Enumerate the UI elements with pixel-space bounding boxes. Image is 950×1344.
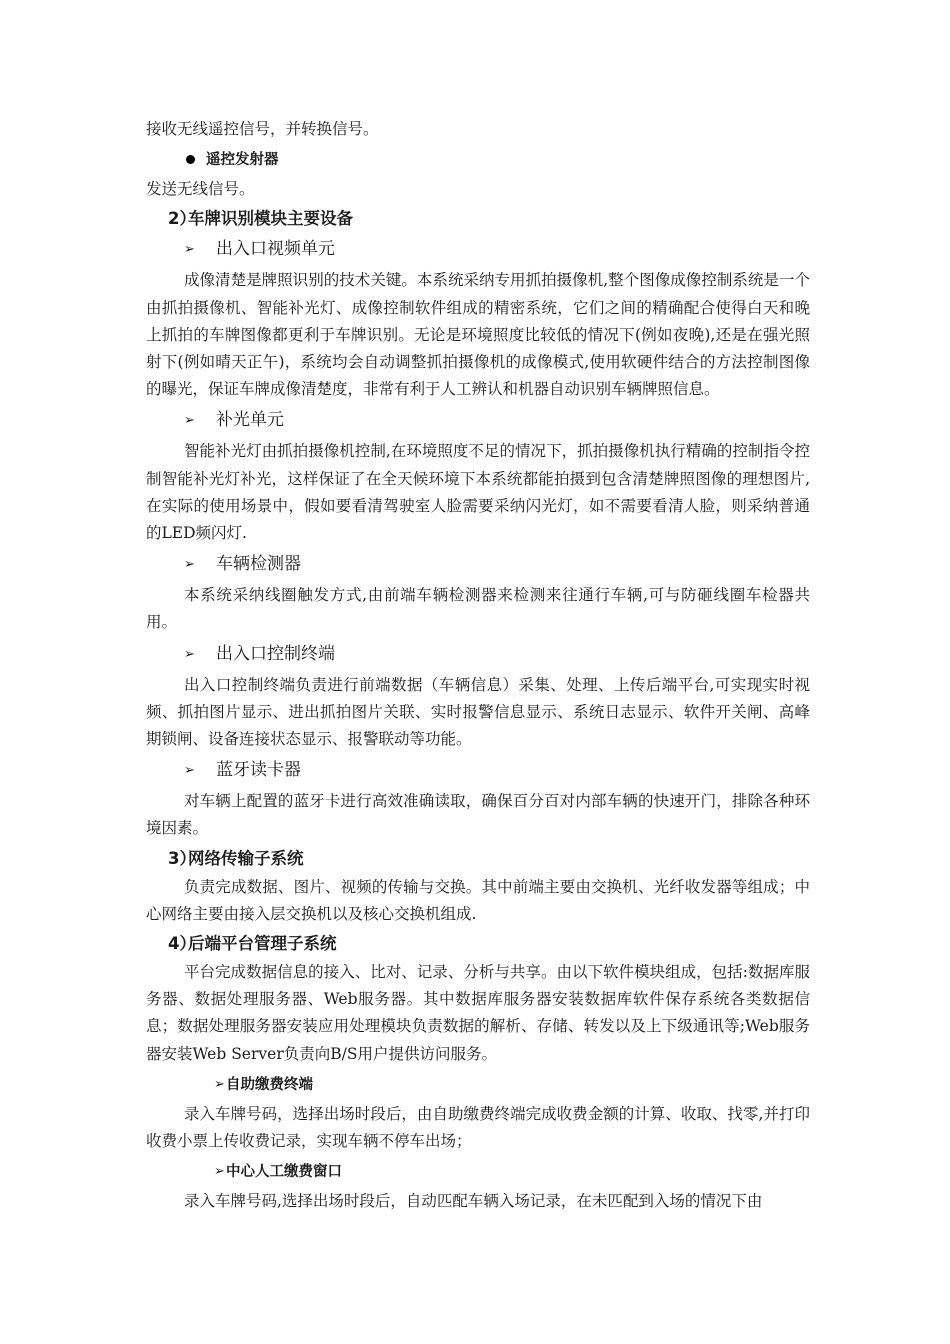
heading-number: 4） [168, 934, 196, 954]
subheading-label: 车辆检测器 [216, 554, 301, 575]
subheading-video-unit [146, 236, 810, 263]
subheading-vehicle-detector [146, 551, 810, 578]
subheading-light-unit [146, 407, 810, 434]
paragraph-platform: 平台完成数据信息的接入、比对、记录、分析与共享。由以下软件模块组成，包括:数据库服务器、数据处理服务器、Web服务器。其中数据库服务器安装数据库软件保存系统各类数据信息；数据处理服务器安装应用处理模块负责数据的解析、存储、转发以及上下级通讯等;Web服务器安装Web Server负责向B/S用户提供访问服务。 [146, 963, 810, 1063]
subheading-label: 补光单元 [216, 410, 284, 431]
paragraph-control-terminal: 出入口控制终端负责进行前端数据（车辆信息）采集、处理、上传后端平台,可实现实时视频、抓拍图片显示、进出抓拍图片关联、实时报警信息显示、系统日志显示、软件开关闸、高峰期锁闸、设备连接状态显示、报警联动等功能。 [146, 675, 810, 749]
paragraph-vehicle-detector: 本系统采纳线圈触发方式,由前端车辆检测器来检测来往通行车辆,可与防砸线圈车检器共用。 [146, 586, 810, 632]
heading-number: 3） [168, 848, 196, 868]
document-body [146, 116, 810, 1215]
arrow-bullet-icon: ➢ [184, 242, 195, 258]
heading-title: 车牌识别模块主要设备 [188, 209, 353, 229]
bullet-label: 自助缴费终端 [226, 1076, 313, 1093]
subheading-label: 出入口控制终端 [216, 643, 335, 664]
bullet-dot-icon [146, 148, 206, 172]
subheading-label: 出入口视频单元 [216, 239, 335, 260]
bullet-label: 中心人工缴费窗口 [226, 1164, 342, 1181]
bullet-label: 遥控发射器 [206, 152, 279, 169]
subheading-bluetooth-reader [146, 757, 810, 784]
arrow-bullet-icon: ➢ [214, 1076, 225, 1092]
heading-platform-subsystem [146, 930, 810, 957]
heading-plate-recognition [146, 205, 810, 232]
arrow-bullet-icon: ➢ [184, 557, 195, 573]
paragraph-send-signal: 发送无线信号。 [146, 180, 255, 199]
paragraph-self-pay: 录入车牌号码，选择出场时段后，由自助缴费终端完成收费金额的计算、收取、找零,并打印收费小票上传收费记录，实现车辆不停车出场； [146, 1104, 810, 1151]
heading-title: 网络传输子系统 [188, 848, 304, 868]
subheading-control-terminal [146, 641, 810, 668]
bullet-self-pay-terminal [146, 1073, 810, 1097]
paragraph-light-unit: 智能补光灯由抓拍摄像机控制,在环境照度不足的情况下，抓拍摄像机执行精确的控制指令控制智能补光灯补光，这样保证了在全天候环境下本系统都能拍摄到包含清楚牌照图像的理想图片,在实际的使用场景中，假如要看清驾驶室人脸需要采纳闪光灯，如不需要看清人脸，则采纳普通的LED频闪灯. [146, 442, 810, 543]
bullet-manual-pay-window [146, 1160, 810, 1184]
paragraph-receive-signal: 接收无线遥控信号，并转换信号。 [146, 120, 379, 138]
heading-network-subsystem [146, 845, 810, 872]
paragraph-video-unit: 成像清楚是牌照识别的技术关键。本系统采纳专用抓拍摄像机,整个图像成像控制系统是一个由抓拍摄像机、智能补光灯、成像控制软件组成的精密系统，它们之间的精确配合使得白天和晚上抓拍的车牌图像都更利于车牌识别。无论是环境照度比较低的情况下(例如夜晚),还是在强光照射下(例如晴天正午)，系统均会自动调整抓拍摄像机的成像模式,使用软硬件结合的方法控制图像的曝光，保证车牌成像清楚度，非常有利于人工辨认和机器自动识别车辆牌照信息。 [146, 271, 810, 399]
arrow-bullet-icon: ➢ [214, 1164, 225, 1180]
subheading-label: 蓝牙读卡器 [216, 760, 301, 781]
paragraph-network: 负责完成数据、图片、视频的传输与交换。其中前端主要由交换机、光纤收发器等组成；中心网络主要由接入层交换机以及核心交换机组成. [146, 877, 810, 923]
arrow-bullet-icon: ➢ [184, 763, 195, 779]
arrow-bullet-icon: ➢ [184, 646, 195, 662]
paragraph-manual-pay: 录入车牌号码,选择出场时段后，自动匹配车辆入场记录，在未匹配到入场的情况下由 [184, 1192, 763, 1211]
arrow-bullet-icon: ➢ [184, 413, 195, 429]
heading-title: 后端平台管理子系统 [188, 934, 337, 954]
heading-number: 2） [168, 209, 196, 229]
bullet-remote-transmitter [146, 148, 810, 172]
paragraph-bluetooth-reader: 对车辆上配置的蓝牙卡进行高效准确读取，确保百分百对内部车辆的快速开门，排除各种环境因素。 [146, 792, 810, 838]
